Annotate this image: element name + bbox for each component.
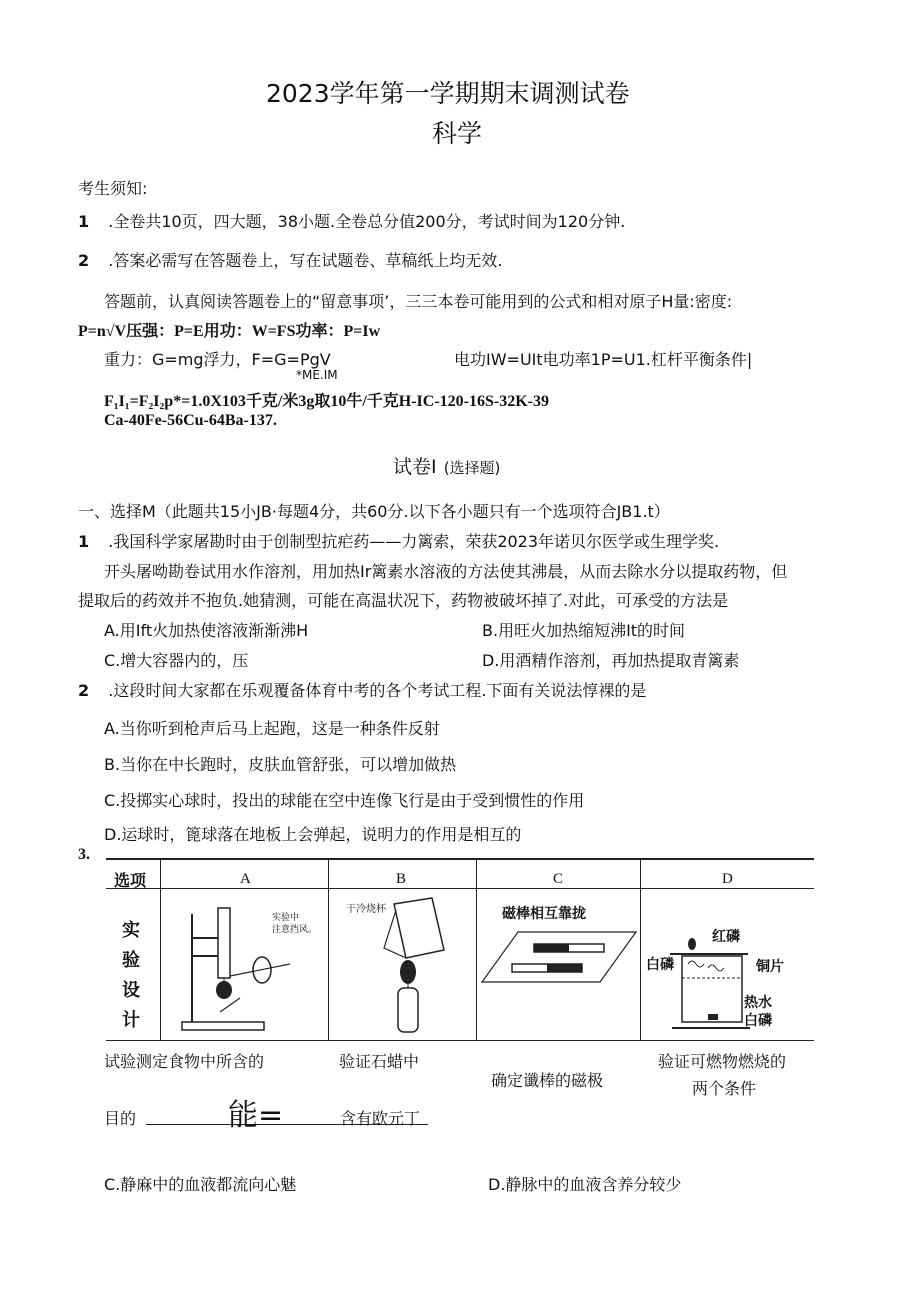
- notice-item-1: [78, 209, 625, 232]
- q2-stem: [78, 678, 646, 701]
- q2-option-a: A.当你听到枪声后马上起跑，这是一种条件反射: [104, 719, 440, 738]
- section-instruction: 一、选择M（此题共15小JB·每题4分，共60分.以下各小题只有一个选项符合JB1.t）: [78, 502, 670, 521]
- figure-d-label-top: 红磷: [712, 929, 740, 945]
- q1-stem-line-1: [78, 529, 719, 552]
- table-col-header: 选项: [114, 871, 147, 890]
- purpose-a-line-1: 试验测定食物中所含的: [104, 1052, 265, 1071]
- q4-option-c: C.静麻中的血液都流向心魅: [104, 1175, 297, 1194]
- figure-d-label-left: 白磷: [646, 957, 674, 973]
- q2-option-b: B.当你在中长跑时，皮肤血管舒张，可以增加做热: [104, 755, 457, 774]
- section-heading: [393, 452, 500, 479]
- exam-subject: 科学: [432, 119, 483, 148]
- q1-option-c: C.增大容器内的，压: [104, 651, 249, 670]
- notice-item-2: [78, 248, 502, 271]
- purpose-d-line-1: 验证可燃物燃烧的: [658, 1052, 787, 1071]
- notice-item-1-num: 1: [78, 212, 90, 231]
- purpose-a-line-2: 能=: [228, 1098, 284, 1133]
- figure-d-label-water: 热水: [744, 995, 772, 1011]
- table-col-a: A: [240, 871, 251, 887]
- q1-stem-line-2: 开头屠呦勘卷试用水作溶剂，用加热Ir篱素水溶液的方法使其沸晨，从而去除水分以提取药物，但: [104, 562, 788, 581]
- q3-num: 3.: [78, 846, 90, 863]
- notice-item-1-text: .全卷共10页，四大题，38小题.全卷总分值200分，考试时间为120分钟.: [108, 212, 626, 231]
- purpose-label: 目的: [104, 1109, 137, 1128]
- purpose-b-line-2: 含有欧元丁: [340, 1109, 421, 1128]
- q1-option-b: B.用旺火加热缩短沸It的时间: [482, 621, 686, 640]
- q1-option-d: D.用酒精作溶剂，再加热提取青篱素: [482, 651, 740, 670]
- table-col-d: D: [722, 871, 733, 887]
- figure-c-title: 磁棒相互靠拢: [502, 906, 586, 922]
- figure-d-label-right: 铜片: [756, 959, 784, 975]
- q1-stem-line-3: 提取后的药效并不抱负.她猜测，可能在高温状况下，药物被破坏掉了.对此，可承受的方法是: [78, 591, 729, 610]
- table-col-b: B: [396, 871, 407, 887]
- figure-a-note-line-1: 实验中: [272, 913, 300, 923]
- row-header-char-3: 设: [122, 980, 140, 1001]
- formula-line-6: F₁I₁=F₂I₂p*=1.0X103千克/米3g取10牛/千克H-IC-120-16S-32K-39: [104, 393, 549, 410]
- notice-line-3: 答题前，认真阅读答题卷上的“留意事项’，三三本卷可能用到的公式和相对原子H量:密度:: [104, 292, 733, 311]
- row-header-char-4: 计: [122, 1010, 140, 1031]
- q2-option-c: C.投掷实心球时，投出的球能在空中连像飞行是由于受到惯性的作用: [104, 791, 585, 810]
- section-subtitle: (选择题): [443, 459, 501, 477]
- formula-line-5c: *ME.IM: [296, 368, 338, 382]
- notice-heading: 考生须知:: [78, 179, 148, 198]
- q1-line-1-text: .我国科学家屠勘时由于创制型抗疟药——力篱索，荣获2023年诺贝尔医学或生理学奖.: [108, 532, 720, 551]
- row-header-char-2: 验: [122, 950, 140, 971]
- q2-stem-text: .这段时间大家都在乐观覆备体育中考的各个考试工程.下面有关说法惇裸的是: [108, 681, 647, 700]
- exam-title: 2023学年第一学期期末调测试卷: [266, 79, 630, 108]
- purpose-c: 确定谶棒的磁极: [491, 1071, 604, 1090]
- q1-option-a: A.用Ift火加热使溶液渐渐沸H: [104, 621, 309, 640]
- q2-num: 2: [78, 681, 90, 700]
- row-header-char-1: 实: [122, 920, 140, 941]
- q4-option-d: D.静脉中的血液含养分较少: [488, 1175, 682, 1194]
- notice-item-2-num: 2: [78, 251, 90, 270]
- formula-line-4: P=n√V压强：P=E用功：W=FS功率：P=Iw: [78, 323, 381, 340]
- table-col-c: C: [553, 871, 564, 887]
- formula-line-5b: 电功IW=UIt电功率1P=U1.杠杆平衡条件|: [454, 350, 753, 369]
- formula-line-7: Ca-40Fe-56Cu-64Ba-137.: [104, 412, 277, 429]
- figure-b-note: 干冷烧杯: [346, 904, 386, 915]
- notice-item-2-text: .答案必需写在答题卷上，写在试题卷、草稿纸上均无效.: [108, 251, 503, 270]
- section-title: 试卷I: [393, 456, 437, 478]
- q2-option-d: D.运球时，篦球落在地板上会弹起，说明力的作用是相互的: [104, 825, 522, 844]
- purpose-b-line-1: 验证石蜡中: [339, 1052, 420, 1071]
- figure-a-note: [272, 912, 317, 936]
- figure-d-label-bottom: 白磷: [744, 1013, 772, 1029]
- formula-line-5a: 重力：G=mg浮力，F=G=PgV: [104, 350, 331, 369]
- purpose-d-line-2: 两个条件: [692, 1079, 757, 1098]
- figure-a-note-line-2: 注意挡风。: [272, 925, 318, 935]
- figure-c-magnets: [480, 926, 638, 986]
- q1-num: 1: [78, 532, 90, 551]
